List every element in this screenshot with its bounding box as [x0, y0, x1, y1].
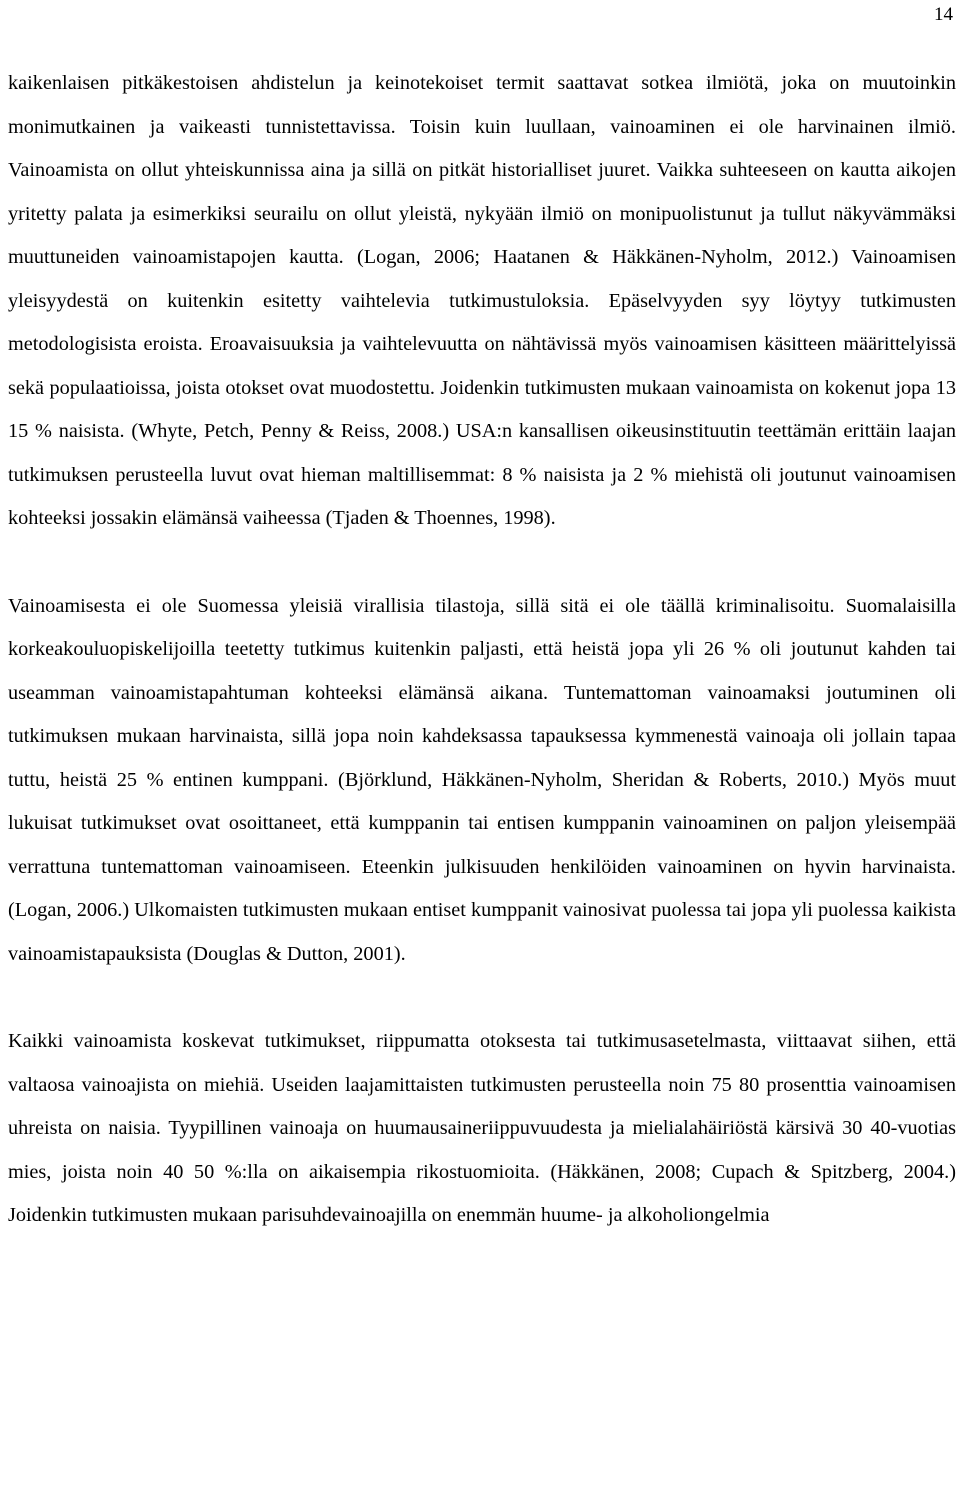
paragraph-stalker-profile: Kaikki vainoamista koskevat tutkimukset, riippumatta otoksesta tai tutkimusasetelmasta, viittaavat siihen, että valtaosa vainoajista on miehiä. Useiden laajamittaisten tutkimusten perusteella noin 75 80 prosenttia vainoamisen uhreista on naisia. Tyypillinen vainoaja on huumausaineriippuvuudesta ja mielialahäiriöstä kärsivä 30 40-vuotias mies, joista noin 40 50 %:lla on aikaisempia rikostuomioita. (Häkkänen, 2008; Cupach & Spitzberg, 2004.) Joidenkin tutkimusten mukaan parisuhdevainoajilla on enemmän huume- ja alkoholiongelmia [8, 1030, 956, 1226]
paragraph-finland-statistics: Vainoamisesta ei ole Suomessa yleisiä virallisia tilastoja, sillä sitä ei ole täällä kriminalisoitu. Suomalaisilla korkeakouluopiskelijoilla teetetty tutkimus kuitenkin paljasti, että heistä jopa yli 26 % oli joutunut kahden tai useamman vainoamistapahtuman kohteeksi elämänsä aikana. Tuntemattoman vainoamaksi joutuminen oli tutkimuksen mukaan harvinaista, sillä jopa noin kahdeksassa tapauksessa kymmenestä vainoaja oli jollain tapaa tuttu, heistä 25 % entinen kumppani. (Björklund, Häkkänen-Nyholm, Sheridan & Roberts, 2010.) Myös muut lukuisat tutkimukset ovat osoittaneet, että kumppanin tai entisen kumppanin vainoaminen on paljon yleisempää verrattuna tuntemattoman vainoamiseen. Eteenkin julkisuuden henkilöiden vainoaminen on hyvin harvinaista. (Logan, 2006.) Ulkomaisten tutkimusten mukaan entiset kumppanit vainosivat puolessa tai jopa yli puolessa kaikista vainoamistapauksista (Douglas & Dutton, 2001). [8, 594, 956, 965]
paragraph-stalking-prevalence: kaikenlaisen pitkäkestoisen ahdistelun ja keinotekoiset termit saattavat sotkea ilmiötä, joka on muutoinkin monimutkainen ja vaikeasti tunnistettavissa. Toisin kuin luullaan, vainoaminen ei ole harvinainen ilmiö. Vainoamista on ollut yhteiskunnissa aina ja sillä on pitkät historialliset juuret. Vaikka suhteeseen on kautta aikojen yritetty palata ja esimerkiksi seurailu on ollut yleistä, nykyään ilmiö on monipuolistunut ja tullut näkyvämmäksi muuttuneiden vainoamistapojen kautta. (Logan, 2006; Haatanen & Häkkänen-Nyholm, 2012.) Vainoamisen yleisyydestä on kuitenkin esitetty vaihtelevia tutkimustuloksia. Epäselvyyden syy löytyy tutkimusten metodologisista eroista. Eroavaisuuksia ja vaihtelevuutta on nähtävissä myös vainoamisen käsitteen määrittelyissä sekä populaatioissa, joista otokset ovat muodostettu. Joidenkin tutkimusten mukaan vainoamista on kokenut jopa 13 15 % naisista. (Whyte, Petch, Penny & Reiss, 2008.) USA:n kansallisen oikeusinstituutin teettämän erittäin laajan tutkimuksen perusteella luvut ovat hieman maltillisemmat: 8 % naisista ja 2 % miehistä oli joutunut vainoamisen kohteeksi jossakin elämänsä vaiheessa (Tjaden & Thoennes, 1998). [8, 72, 956, 529]
page-number: 14 [934, 4, 953, 25]
document-body [8, 62, 956, 1238]
